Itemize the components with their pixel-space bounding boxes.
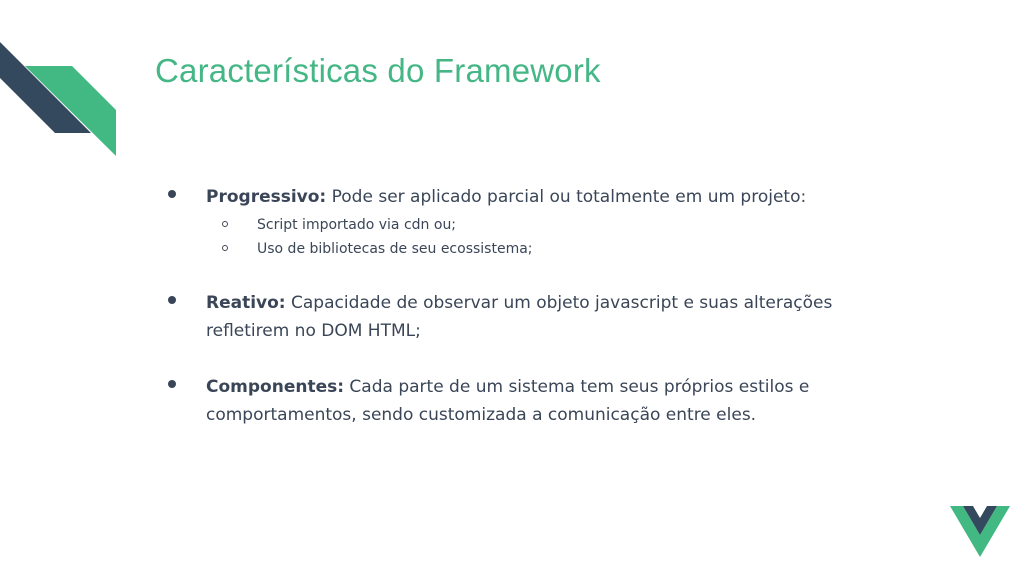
item-label: Progressivo:: [206, 187, 327, 207]
list-item-progressivo: [166, 183, 886, 261]
list-item-reativo: [166, 289, 886, 345]
bullet-icon: [168, 296, 176, 304]
sub-list-item: [206, 237, 886, 261]
corner-stripes-graphic: [0, 0, 130, 170]
sub-list-item: [206, 213, 886, 237]
item-label: Reativo:: [206, 293, 286, 313]
item-description: Capacidade de observar um objeto javascript e suas alterações refletirem no DOM HTML;: [206, 293, 833, 341]
item-label: Componentes:: [206, 377, 345, 397]
hollow-bullet-icon: [222, 221, 228, 227]
hollow-bullet-icon: [222, 245, 228, 251]
item-description: Pode ser aplicado parcial ou totalmente em um projeto:: [326, 187, 807, 207]
bullet-icon: [168, 380, 176, 388]
list-item-componentes: [166, 373, 886, 429]
bullet-icon: [168, 190, 176, 198]
item-description: Cada parte de um sistema tem seus próprios estilos e comportamentos, sendo customizada a comunicação entre eles.: [206, 377, 810, 425]
sub-item-text: Uso de bibliotecas de seu ecossistema;: [257, 241, 533, 257]
sub-item-text: Script importado via cdn ou;: [257, 217, 457, 233]
slide-title: Características do Framework: [155, 52, 601, 89]
bullet-list: [166, 183, 886, 429]
sub-list: [206, 213, 886, 261]
vue-logo-icon: [950, 505, 1010, 557]
